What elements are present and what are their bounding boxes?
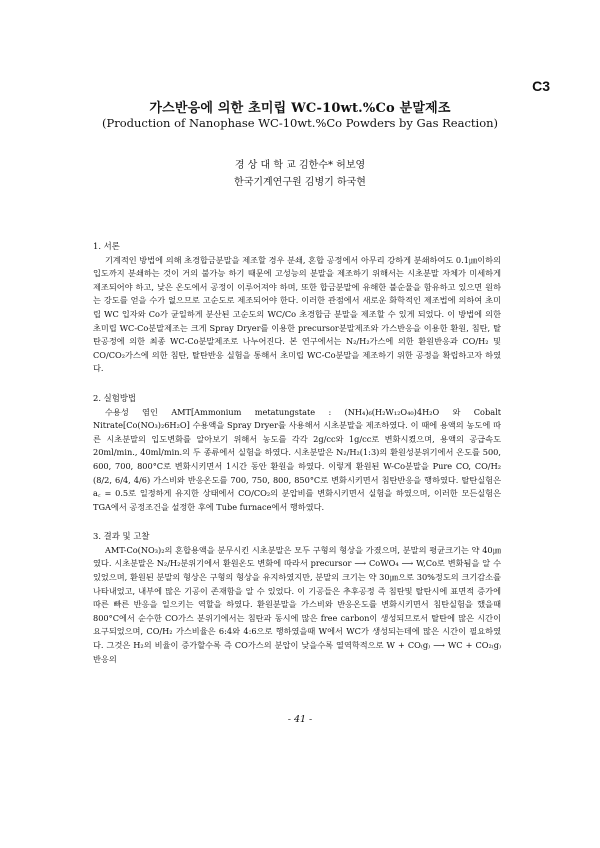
section-results xyxy=(93,530,501,666)
section-body: AMT-Co(NO₃)₂의 혼합용액을 분무시킨 시초분말은 모두 구형의 형상을 가졌으며, 분말의 평균크기는 약 40㎛였다. 시초분말은 N₂/H₂분위기에서 환원온도 변화에 따라서 precursor ⟶ CoWO₄ ⟶ W,Co로 변화됨을 알 수 있었으며, 환원된 분말의 형상은 구형의 형상을 유지하였지만, 분말의 크기는 약 30㎛으로 30%정도의 크기감소를 나타내었고, 내부에 많은 기공이 존재함을 알 수 있었다. 이 기공들은 추후공정 즉 침탄및 탈탄시에 표면적 증가에 따른 빠른 반응을 일으키는 역할을 하였다. 환원분말을 가스비와 반응온도를 변화시키면서 침탄실험을 했을때 800°C에서 순수한 CO가스 분위기에서는 침탄과 동시에 많은 free carbon이 생성되므로서 탈탄에 많은 시간이 요구되었으며, CO/H₂ 가스비율은 6:4와 4:6으로 행하였을때 W에서 WC가 생성되는데에 많은 시간이 필요하였다. 그것은 H₂의 비율이 증가할수록 즉 CO가스의 분압이 낮을수록 열역학적으로 W + CO₍g₎ ⟶ WC + CO₂₍g₎반응의 xyxy=(93,544,501,664)
section-body: 기계적인 방법에 의해 초경합금분말을 제조할 경우 분쇄, 혼합 공정에서 아무리 강하게 분쇄하여도 0.1㎛이하의 입도까지 분쇄하는 것이 거의 불가능 하기 때문에 고성능의 분말을 제조하기 위해서는 시초분말 자체가 미세하게 제조되어야 하고, 낮은 온도에서 공정이 이루어져야 하며, 또한 합금분말에 유해한 불순물을 함유하고 있으면 원하는 강도를 얻을 수가 없으므로 고순도로 제조되어야 한다. 이러한 관점에서 새로운 화학적인 제조법에 의하여 초미립 WC 입자와 Co가 균일하게 분산된 고순도의 WC/Co 초경합금 분말을 제조할 수 있게 되었다. 이 방법에 의한 초미립 WC-Co분말제조는 크게 Spray Dryer를 이용한 precursor분말제조와 가스반응을 이용한 환원, 침탄, 탈탄공정에 의한 최종 WC-Co분말제조로 나누어진다. 본 연구에서는 N₂/H₂가스에 의한 환원반응과 CO/H₂ 및 CO/CO₂가스에 의한 침탄, 탈탄반응 실험을 통해서 초미립 WC-Co분말을 제조하기 위한 공정을 확립하고자 하였다. xyxy=(93,254,501,374)
page-number: - 41 - xyxy=(287,714,313,725)
affiliation-gyeongsang: 경 상 대 학 교 김한수* 허보영 xyxy=(234,160,366,171)
affiliation-kimm: 한국기계연구원 김병기 하국현 xyxy=(234,177,366,188)
paper-code: C3 xyxy=(532,78,550,94)
title-korean: 가스반응에 의한 초미립 WC-10wt.%Co 분말제조 xyxy=(149,101,451,116)
section-title: 3. 결과 및 고찰 xyxy=(93,531,150,542)
title-english: (Production of Nanophase WC-10wt.%Co Powders by Gas Reaction) xyxy=(101,116,499,130)
section-title: 1. 서론 xyxy=(93,241,120,251)
body-content xyxy=(93,240,501,666)
section-methods xyxy=(93,392,501,514)
section-body: 수용성 염인 AMT[Ammonium metatungstate : (NH₄)₆(H₂W₁₂O₄₀)4H₂O 와 Cobalt Nitrate[Co(NO₃)₂6H₂O] 수용액을 Spray Dryer를 사용해서 시초분말을 제조하였다. 이 때에 용액의 농도에 따른 시초분말의 입도변화를 알아보기 위해서 농도를 각각 2g/cc와 1g/cc로 변화시켰으며, 용액의 공급속도 20ml/min., 40ml/min.의 두 종류에서 실험을 하였다. 시초분말은 N₂/H₂(1:3)의 환원성분위기에서 온도를 500, 600, 700, 800°C로 변화시키면서 1시간 동안 환원을 하였다. 이렇게 환원된 W-Co분말을 Pure CO, CO/H₂ (8/2, 6/4, 4/6) 가스비와 반응온도를 700, 750, 800, 850°C로 변화시키면서 침탄반응을 행하였다. 탈탄실험은 a꜀ = 0.5로 일정하게 유지한 상태에서 CO/CO₂의 분압비를 변화시키면서 실험을 하였으며, 이러한 모든실험은 TGA에서 공정조건을 설정한 후에 Tube furnace에서 행하였다. xyxy=(93,406,501,512)
section-title: 2. 실험방법 xyxy=(93,392,137,403)
section-introduction xyxy=(93,240,501,376)
